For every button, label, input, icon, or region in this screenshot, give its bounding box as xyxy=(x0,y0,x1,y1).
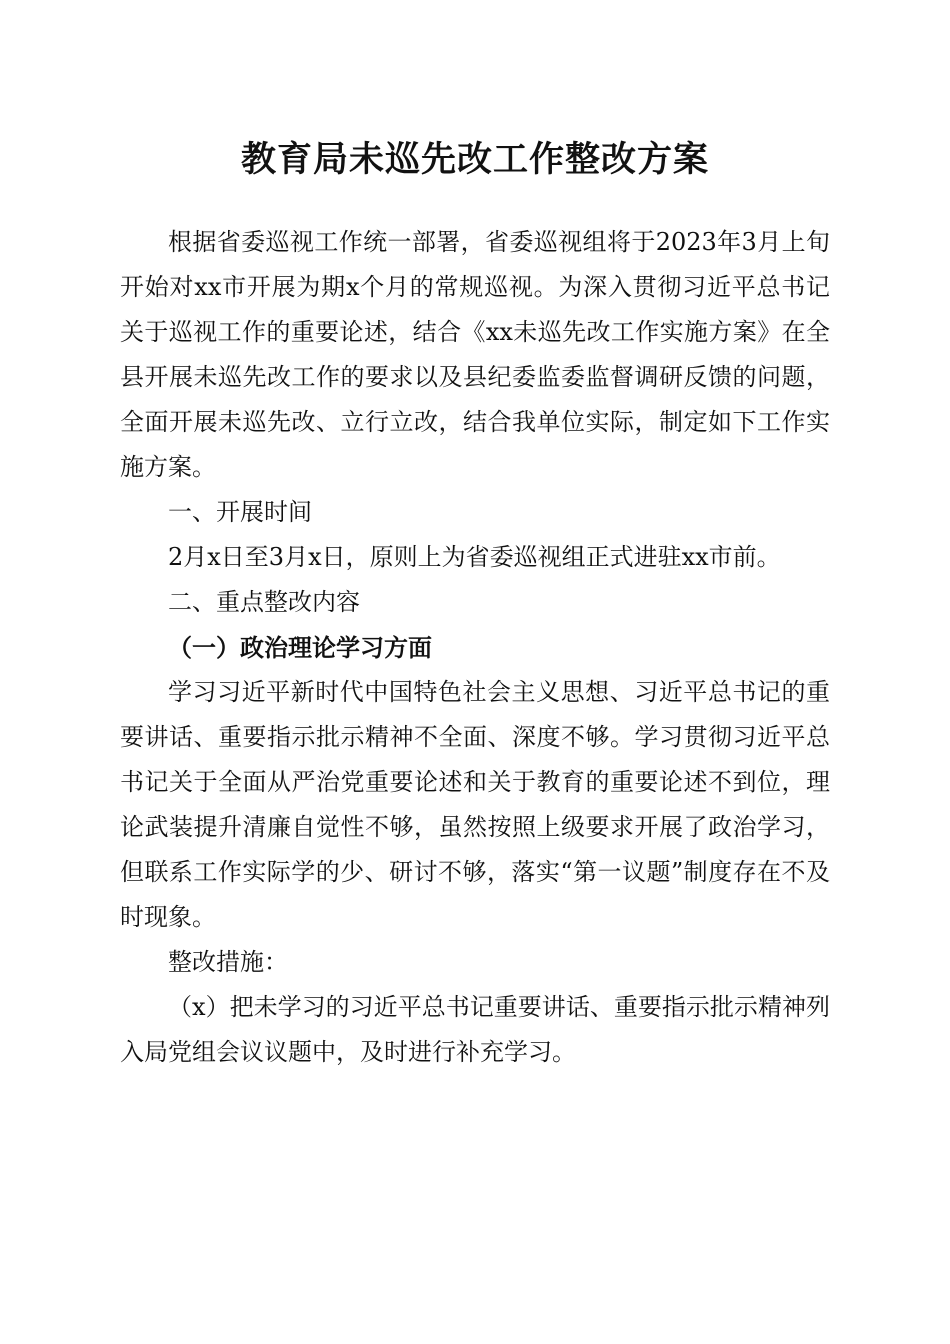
section-1-body: 2月x日至3月x日，原则上为省委巡视组正式进驻xx市前。 xyxy=(168,543,781,571)
measures-label: 整改措施： xyxy=(168,948,288,976)
subsection-1-heading: （一）政治理论学习方面 xyxy=(168,633,432,662)
measure-item-1: （x）把未学习的习近平总书记重要讲话、重要指示批示精神列入局党组会议议题中，及时进行补充学习。 xyxy=(120,993,830,1066)
document-page xyxy=(120,130,830,1075)
section-2-heading: 二、重点整改内容 xyxy=(168,588,360,616)
section-1-heading: 一、开展时间 xyxy=(168,498,312,526)
intro-paragraph: 根据省委巡视工作统一部署，省委巡视组将于2023年3月上旬开始对xx市开展为期x个月的常规巡视。为深入贯彻习近平总书记关于巡视工作的重要论述，结合《xx未巡先改工作实施方案》在全县开展未巡先改工作的要求以及县纪委监委监督调研反馈的问题，全面开展未巡先改、立行立改，结合我单位实际，制定如下工作实施方案。 xyxy=(120,228,830,481)
document-title: 教育局未巡先改工作整改方案 xyxy=(240,139,709,180)
subsection-1-body: 学习习近平新时代中国特色社会主义思想、习近平总书记的重要讲话、重要指示批示精神不全面、深度不够。学习贯彻习近平总书记关于全面从严治党重要论述和关于教育的重要论述不到位，理论武装提升清廉自觉性不够，虽然按照上级要求开展了政治学习，但联系工作实际学的少、研讨不够，落实“第一议题”制度存在不及时现象。 xyxy=(120,678,830,931)
